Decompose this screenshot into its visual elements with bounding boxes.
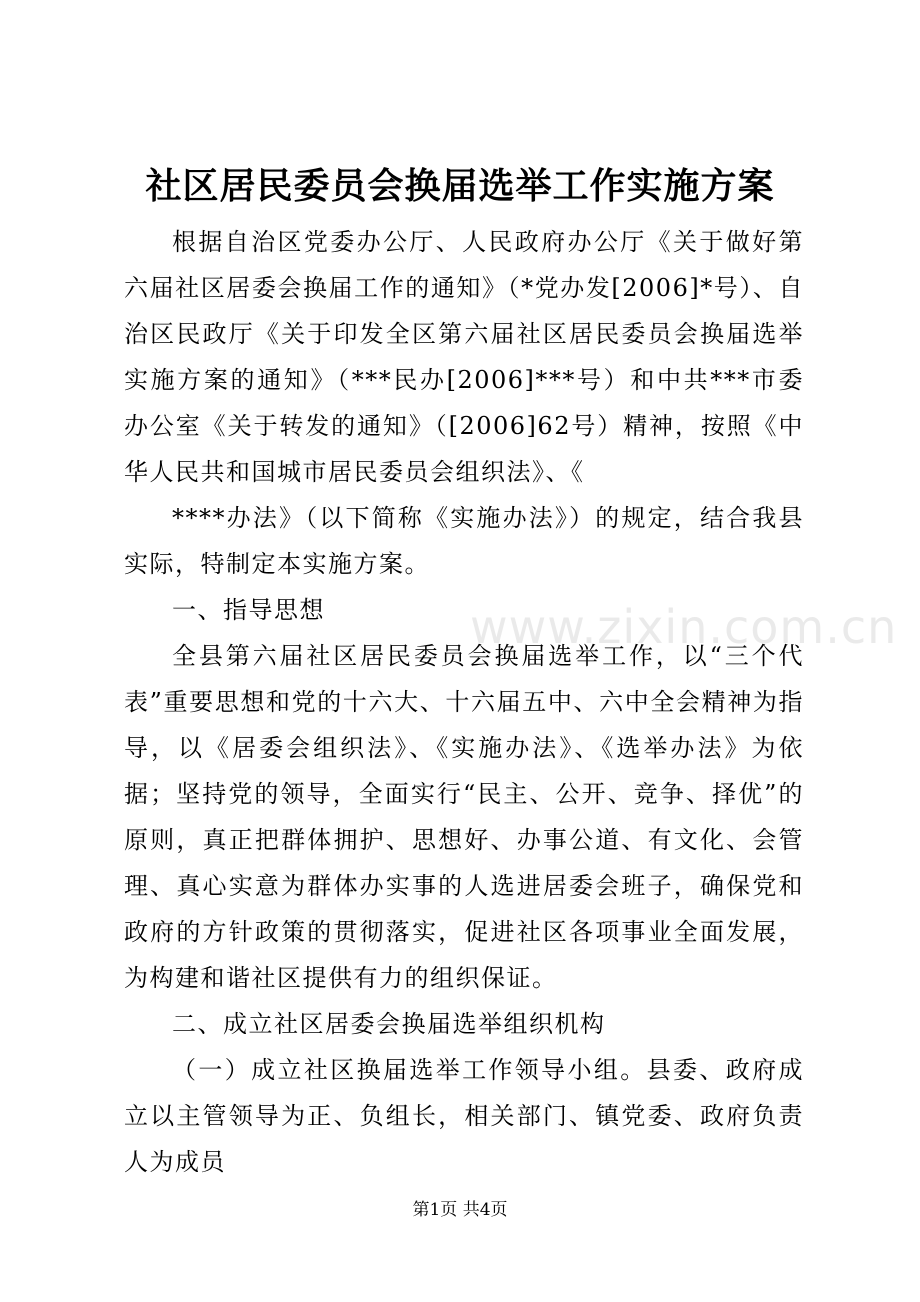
document-title: 社区居民委员会换届选举工作实施方案 xyxy=(145,165,775,207)
page-footer: 第1页 共4页 xyxy=(412,1200,508,1220)
paragraph-leadership-group: （一）成立社区换届选举工作领导小组。县委、政府成立以主管领导为正、负组长，相关部门、镇党委、政府负责人为成员 xyxy=(124,1056,804,1176)
section-heading-1: 一、指导思想 xyxy=(172,596,325,624)
paragraph-intro-continued: ****办法》（以下简称《实施办法》）的规定，结合我县实际，特制定本实施方案。 xyxy=(124,504,804,578)
section-heading-2: 二、成立社区居委会换届选举组织机构 xyxy=(172,1010,606,1038)
paragraph-guiding-thought: 全县第六届社区居民委员会换届选举工作，以“三个代表”重要思想和党的十六大、十六届五中、六中全会精神为指导，以《居委会组织法》、《实施办法》、《选举办法》为依据；坚持党的领导，全面实行“民主、公开、竞争、择优”的原则，真正把群体拥护、思想好、办事公道、有文化、会管理、真心实意为群体办实事的人选进居委会班子，确保党和政府的方针政策的贯彻落实，促进社区各项事业全面发展，为构建和谐社区提供有力的组织保证。 xyxy=(124,642,804,992)
paragraph-intro: 根据自治区党委办公厅、人民政府办公厅《关于做好第六届社区居委会换届工作的通知》（*党办发[2006]*号）、自治区民政厅《关于印发全区第六届社区居民委员会换届选举实施方案的通知》（***民办[2006]***号）和中共***市委办公室《关于转发的通知》（[2006]62号）精神，按照《中华人民共和国城市居民委员会组织法》、《 xyxy=(124,228,804,486)
watermark: www.zixin.com.cn xyxy=(470,600,898,654)
